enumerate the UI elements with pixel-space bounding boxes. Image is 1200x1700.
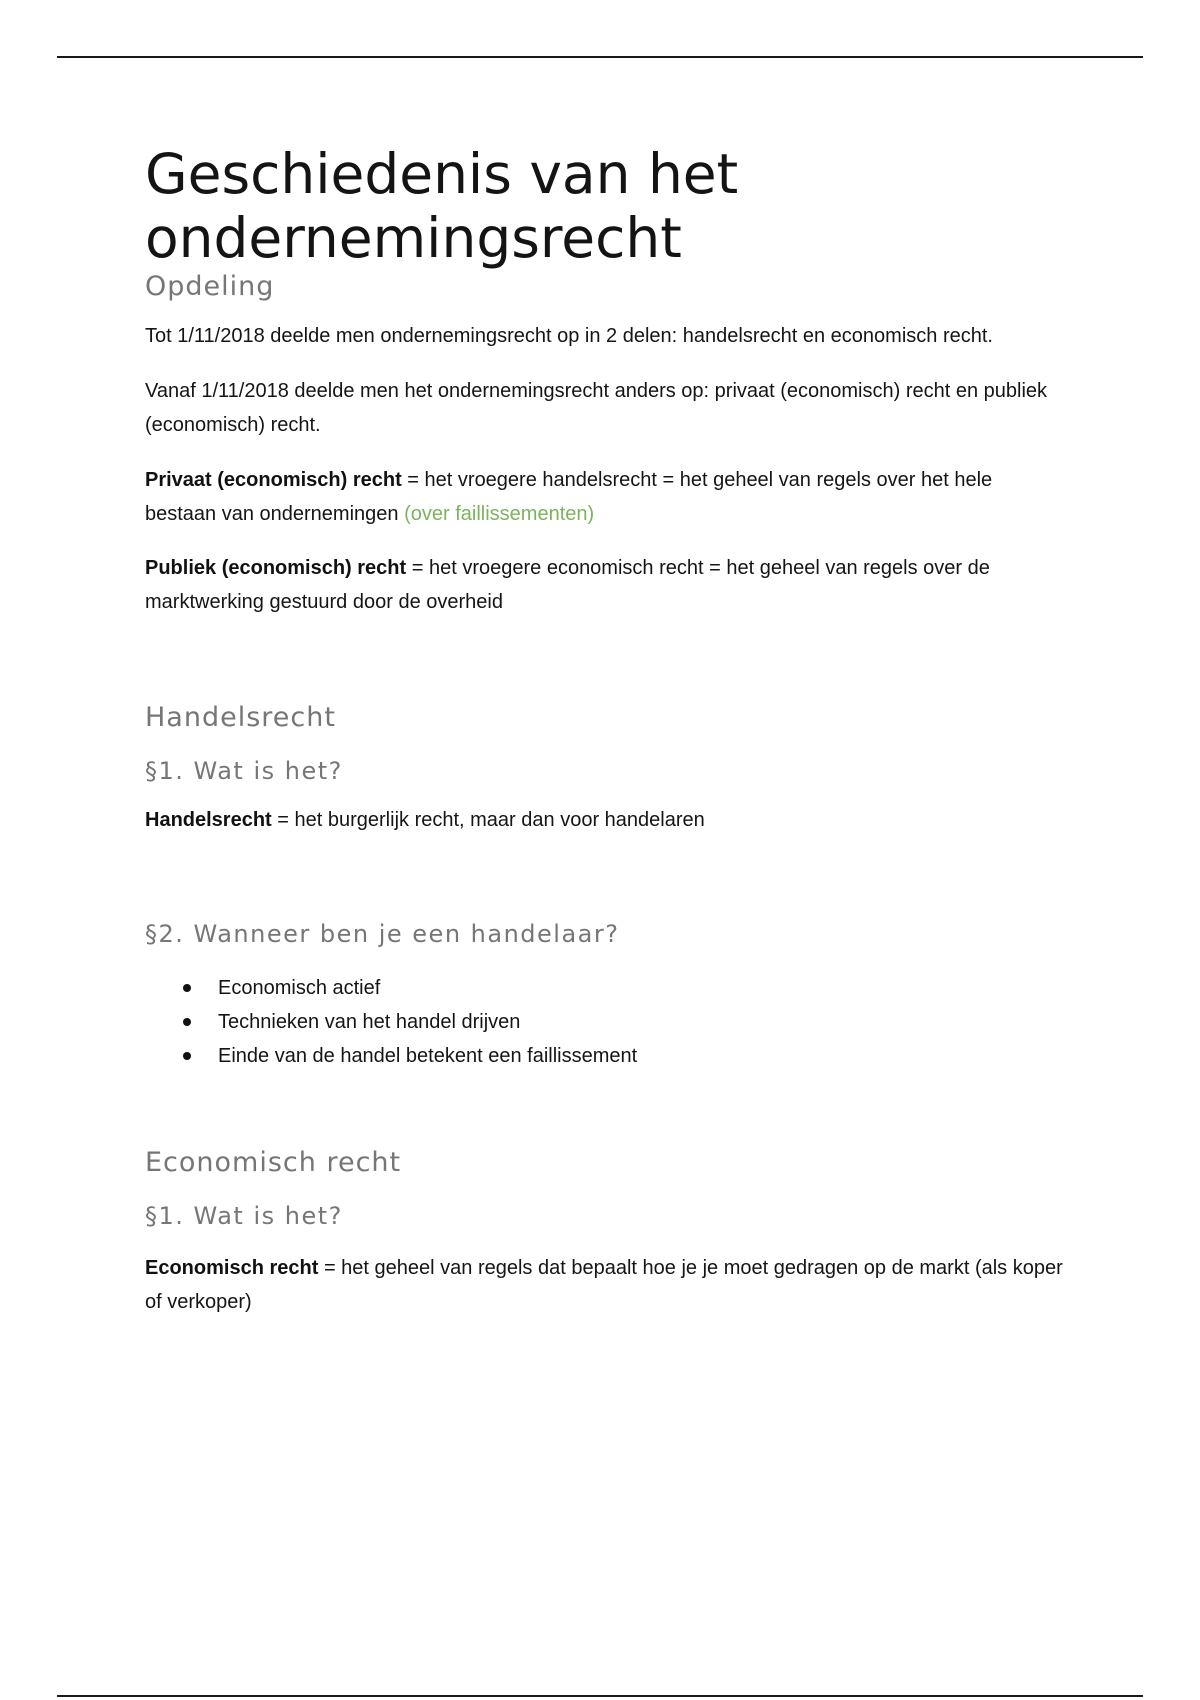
definition-publiek — [145, 551, 1065, 619]
definition-privaat-text: = het vroegere handelsrecht = het geheel van regels over het hele bestaan van ondernemingen — [145, 469, 993, 525]
definition-economisch-recht — [145, 1251, 1065, 1319]
term-publiek: Publiek (economisch) recht — [145, 557, 407, 579]
document-body — [145, 142, 1065, 1319]
heading-economisch-recht-s1: §1. Wat is het? — [145, 1202, 343, 1230]
definition-handelsrecht — [145, 803, 1065, 837]
term-privaat: Privaat (economisch) recht — [145, 469, 402, 491]
bottom-rule — [57, 1695, 1143, 1697]
heading-opdeling: Opdeling — [145, 271, 275, 302]
heading-handelsrecht-s1: §1. Wat is het? — [145, 757, 343, 785]
heading-economisch-recht: Economisch recht — [145, 1147, 402, 1178]
definition-publiek-text: = het vroegere economisch recht = het geheel van regels over de marktwerking gestuurd door de overheid — [145, 557, 990, 613]
list-item: Technieken van het handel drijven — [145, 1005, 1065, 1039]
paragraph-opdeling-1: Tot 1/11/2018 deelde men ondernemingsrecht op in 2 delen: handelsrecht en economisch recht. — [145, 325, 993, 347]
paragraph-opdeling-2: Vanaf 1/11/2018 deelde men het ondernemingsrecht anders op: privaat (economisch) recht en publiek (economisch) recht. — [145, 380, 1048, 436]
top-rule — [57, 56, 1143, 58]
heading-handelsrecht: Handelsrecht — [145, 702, 336, 733]
term-handelsrecht: Handelsrecht — [145, 809, 272, 831]
list-item: Einde van de handel betekent een faillissement — [145, 1039, 1065, 1073]
definition-handelsrecht-text: = het burgerlijk recht, maar dan voor handelaren — [271, 809, 705, 831]
handelaar-criteria-list — [145, 971, 1065, 1073]
note-faillissementen: (over faillissementen) — [404, 503, 595, 525]
definition-economisch-recht-text: = het geheel van regels dat bepaalt hoe je je moet gedragen op de markt (als koper of verkoper) — [145, 1257, 1063, 1313]
term-economisch-recht: Economisch recht — [145, 1257, 319, 1279]
list-item: Economisch actief — [145, 971, 1065, 1005]
document-title: Geschiedenis van het ondernemingsrecht — [145, 142, 739, 270]
definition-privaat — [145, 463, 1065, 531]
heading-handelsrecht-s2: §2. Wanneer ben je een handelaar? — [145, 920, 620, 948]
